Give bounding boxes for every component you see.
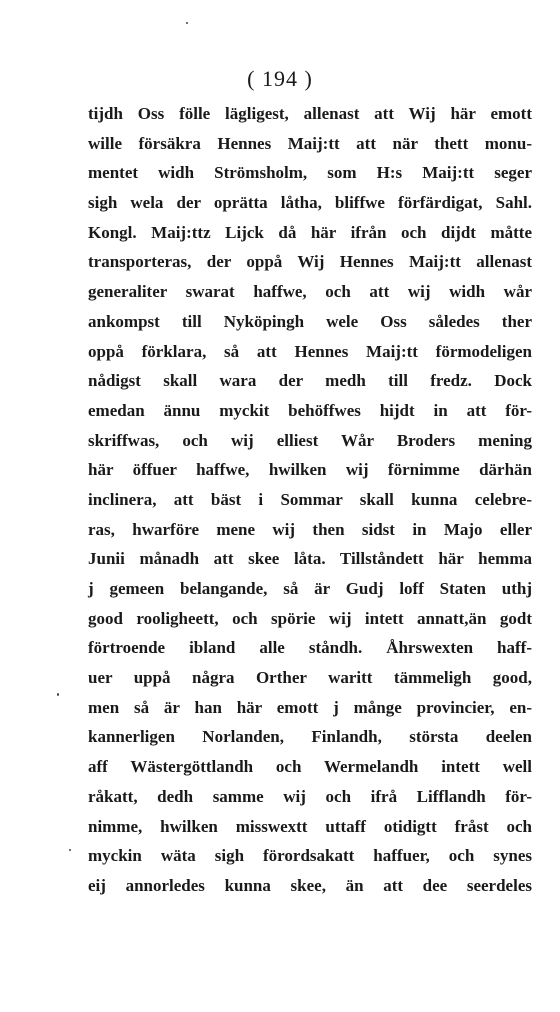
text-line: good rooligheett, och spörie wij intett annatt,än godt bbox=[88, 608, 532, 628]
text-line: Kongl. Maij:ttz Lijck då här ifrån och dijdt måtte bbox=[88, 222, 532, 242]
text-line: aff Wästergöttlandh och Wermelandh intett well bbox=[88, 757, 532, 777]
text-line: myckin wäta sigh förordsakatt haffuer, och synes bbox=[88, 846, 532, 866]
text-line: nimme, hwilken misswextt uttaff otidigtt fråst och bbox=[88, 816, 532, 836]
page-number: ( 194 ) bbox=[247, 66, 313, 91]
text-line: generaliter swarat haffwe, och att wij widh wår bbox=[88, 282, 532, 302]
text-line: sigh wela der oprätta låtha, bliffwe förfärdigat, Sahl. bbox=[88, 193, 532, 213]
text-line: tijdh Oss fölle lägligest, allenast att Wij här emott bbox=[88, 104, 532, 123]
ink-speck bbox=[69, 849, 71, 851]
text-line: Junii månadh att skee låta. Tillståndett här hemma bbox=[88, 549, 532, 569]
text-line: nådigst skall wara der medh till fredz. Dock bbox=[88, 371, 532, 391]
text-line: mentet widh Strömsholm, som H:s Maij:tt seger bbox=[88, 163, 532, 183]
text-line: wille försäkra Hennes Maij:tt att när thett monu- bbox=[88, 133, 532, 153]
ink-speck bbox=[186, 22, 188, 24]
ink-speck bbox=[57, 693, 59, 696]
text-line: ankompst till Nyköpingh wele Oss således ther bbox=[88, 311, 532, 331]
text-line: emedan ännu myckit behöffwes hijdt in att för- bbox=[88, 400, 532, 420]
text-line: transporteras, der oppå Wij Hennes Maij:tt allenast bbox=[88, 252, 532, 272]
text-line: kannerligen Norlanden, Finlandh, största deelen bbox=[88, 727, 532, 747]
text-line: j gemeen belangande, så är Gudj loff Staten uthj bbox=[88, 579, 532, 598]
text-line: men så är han här emott j månge provincier, en- bbox=[88, 697, 532, 717]
text-line: här öffuer haffwe, hwilken wij förnimme därhän bbox=[88, 460, 532, 480]
text-line: ras, hwarföre mene wij then sidst in Majo eller bbox=[88, 519, 532, 539]
text-line: råkatt, dedh samme wij och ifrå Lifflandh för- bbox=[88, 786, 532, 806]
text-line: uer uppå några Orther waritt tämmeligh good, bbox=[88, 668, 532, 688]
text-line: inclinera, att bäst i Sommar skall kunna celebre- bbox=[88, 489, 532, 509]
text-line: eij annorledes kunna skee, än att dee seerdeles bbox=[88, 875, 532, 895]
text-line: oppå förklara, så att Hennes Maij:tt förmodeligen bbox=[88, 341, 532, 361]
text-line: förtroende ibland alle ståndh. Åhrswexten haff- bbox=[88, 638, 532, 658]
body-text bbox=[88, 99, 532, 901]
text-line: skriffwas, och wij elliest Wår Broders mening bbox=[88, 430, 532, 450]
